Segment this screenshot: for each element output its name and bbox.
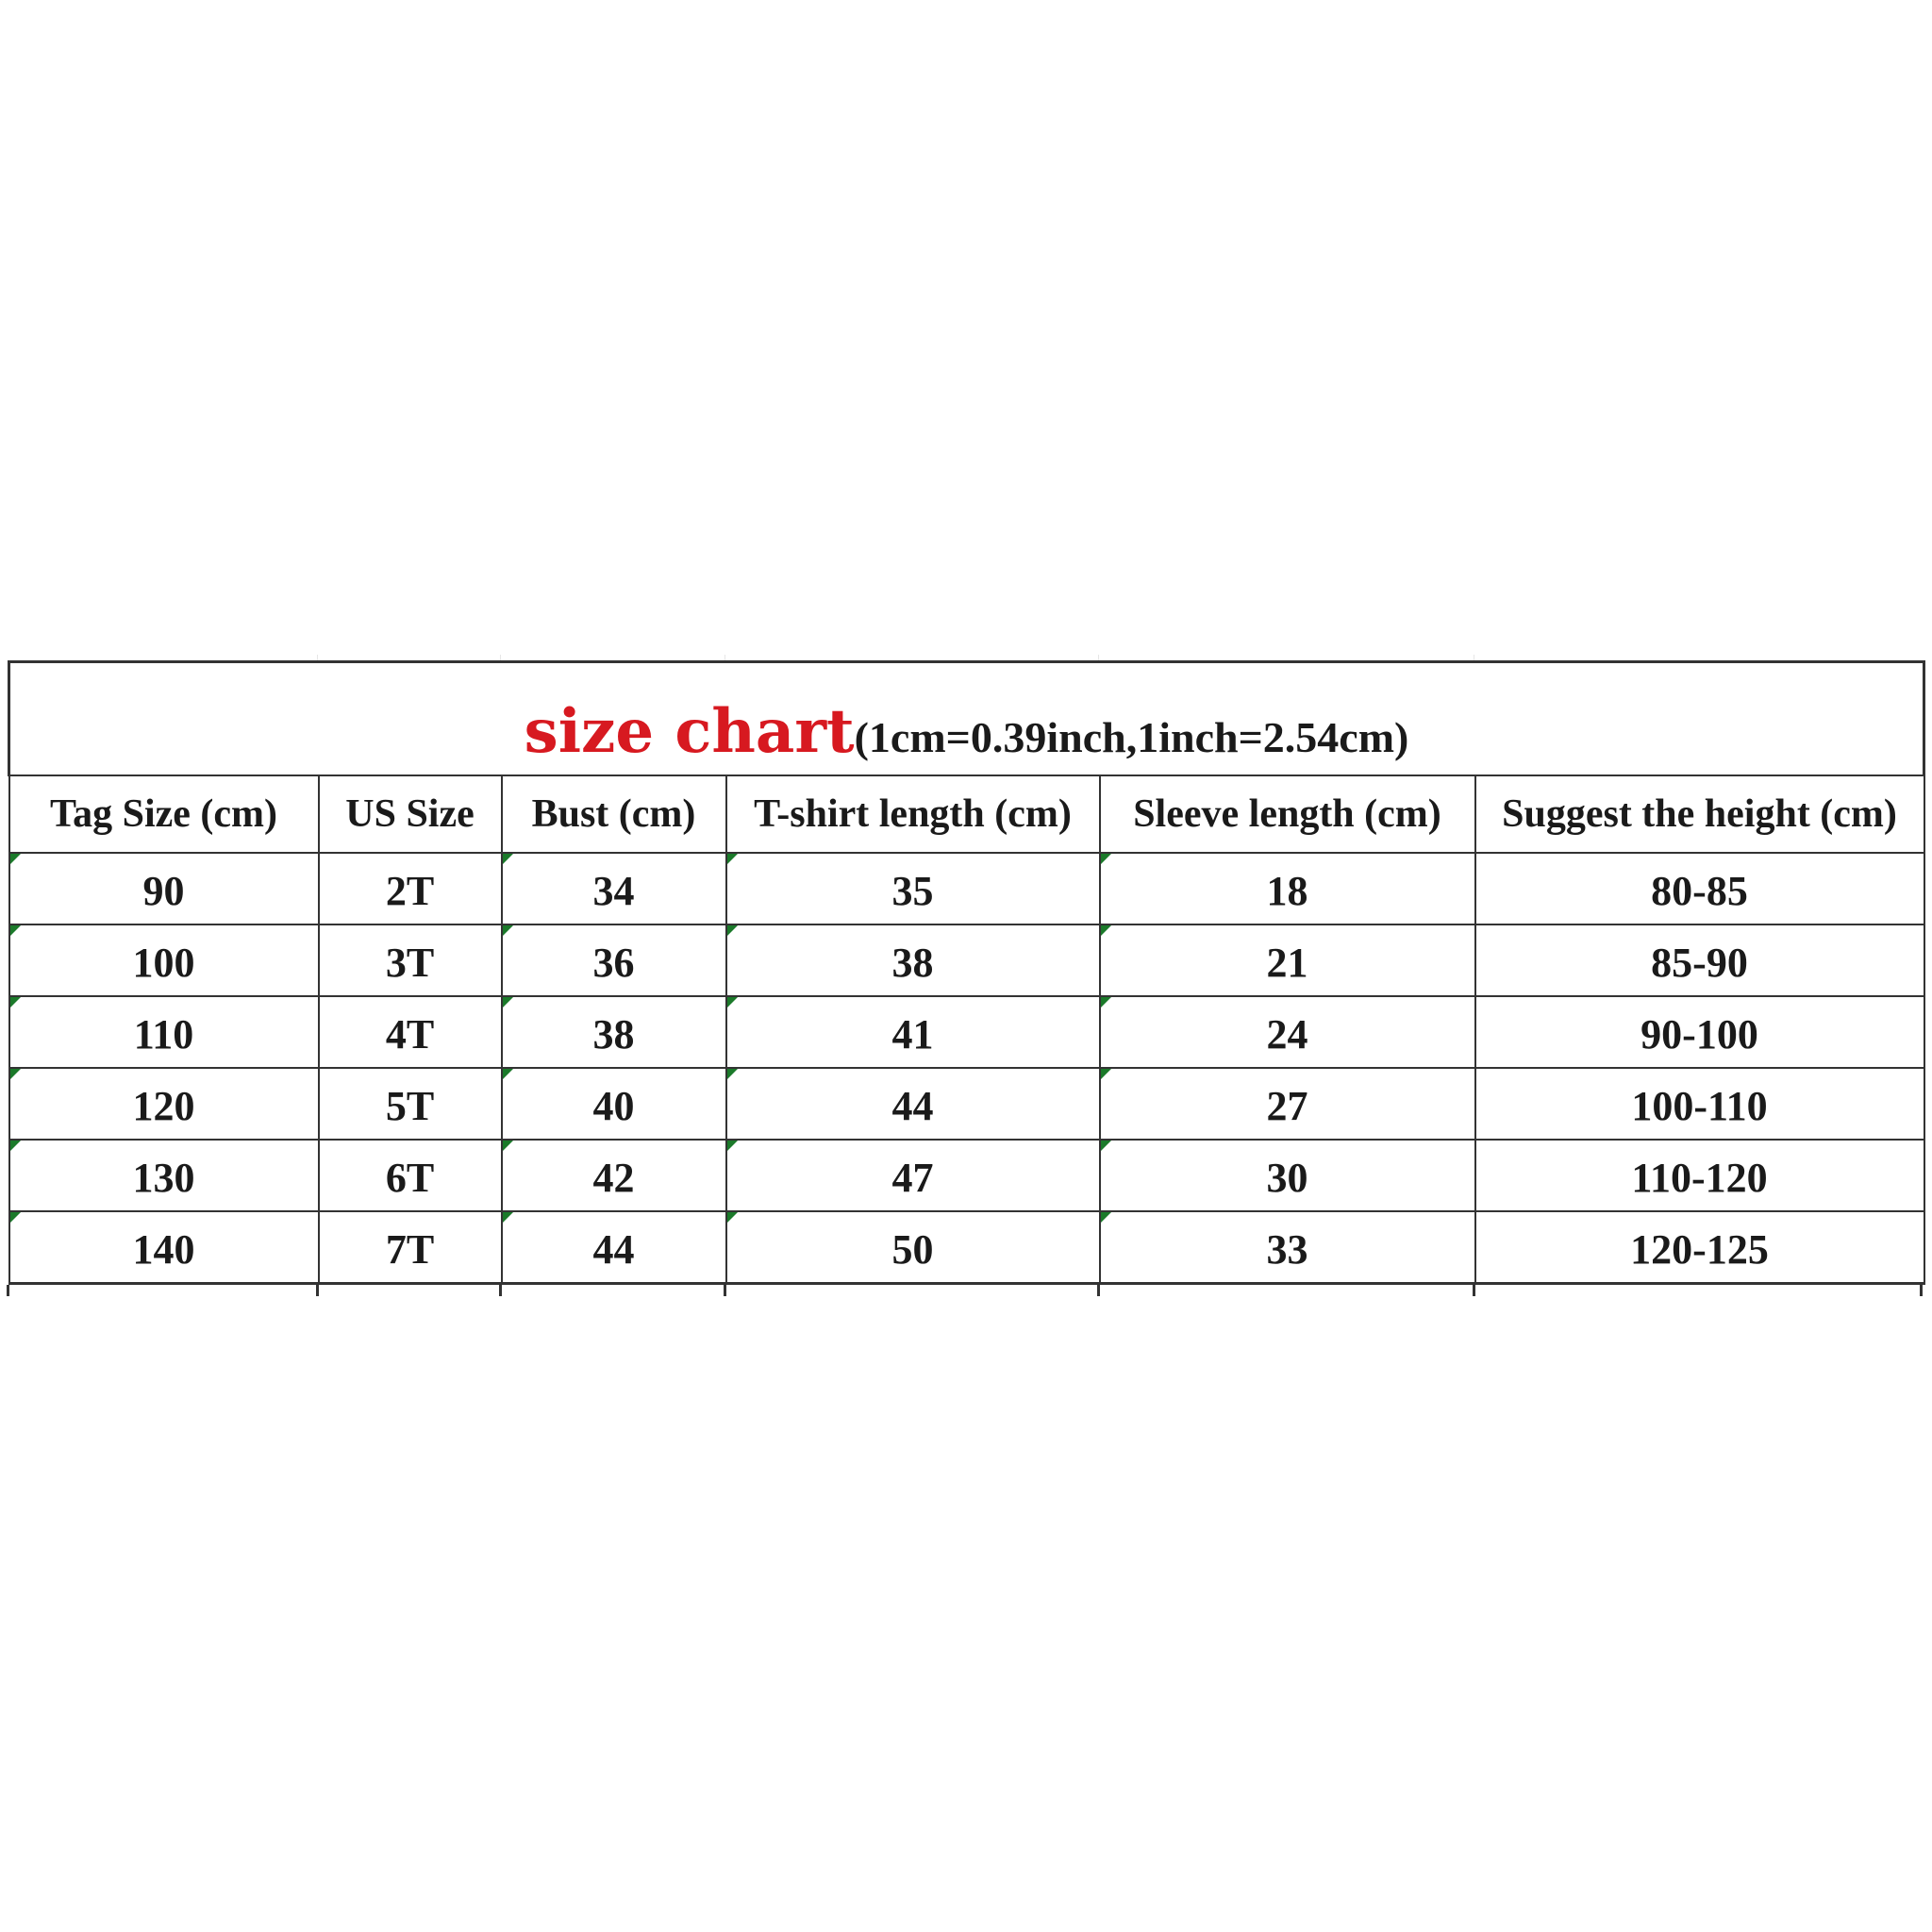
grid-tail — [7, 1285, 9, 1296]
table-row — [9, 996, 1924, 1068]
cell-suggested-height — [1475, 996, 1924, 1068]
cell-value: 110-120 — [1631, 1154, 1768, 1201]
cell-sleeve-length — [1100, 1068, 1475, 1140]
cell-note-marker — [10, 997, 21, 1008]
cell-value: 85-90 — [1651, 939, 1748, 986]
cell-bust — [502, 924, 726, 996]
cell-value: 50 — [891, 1225, 934, 1273]
cell-sleeve-length — [1100, 1211, 1475, 1284]
cell-note-marker — [727, 1141, 738, 1151]
cell-value: 24 — [1266, 1010, 1308, 1058]
table-row — [9, 1068, 1924, 1140]
cell-value: 47 — [891, 1154, 934, 1201]
cell-suggested-height — [1475, 1068, 1924, 1140]
cell-note-marker — [503, 1141, 513, 1151]
cell-value: 120 — [132, 1082, 195, 1129]
cell-sleeve-length — [1100, 996, 1475, 1068]
cell-value: 40 — [592, 1082, 635, 1129]
table-row — [9, 924, 1924, 996]
cell-note-marker — [503, 1212, 513, 1223]
cell-note-marker — [727, 997, 738, 1008]
cell-value: 38 — [592, 1010, 635, 1058]
header-tag-size: Tag Size (cm) — [9, 775, 319, 853]
cell-us-size — [319, 1068, 502, 1140]
chart-title — [9, 662, 1924, 776]
cell-suggested-height — [1475, 1211, 1924, 1284]
cell-note-marker — [10, 1069, 21, 1079]
cell-value: 33 — [1266, 1225, 1308, 1273]
cell-tshirt-length — [726, 853, 1100, 924]
cell-value: 44 — [592, 1225, 635, 1273]
cell-note-marker — [727, 1069, 738, 1079]
cell-tshirt-length — [726, 1140, 1100, 1211]
cell-bust — [502, 853, 726, 924]
cell-value: 21 — [1266, 939, 1308, 986]
grid-tail — [316, 1285, 319, 1296]
cell-tag-size — [9, 1068, 319, 1140]
cell-value: 120-125 — [1630, 1225, 1769, 1273]
cell-value: 130 — [132, 1154, 195, 1201]
cell-note-marker — [10, 1141, 21, 1151]
cell-tshirt-length — [726, 1068, 1100, 1140]
cell-tshirt-length — [726, 996, 1100, 1068]
cell-us-size — [319, 1140, 502, 1211]
size-chart-sheet — [8, 660, 1923, 1285]
cell-suggested-height — [1475, 853, 1924, 924]
cell-value: 6T — [385, 1154, 435, 1201]
cell-tag-size — [9, 924, 319, 996]
cell-note-marker — [727, 854, 738, 864]
cell-value: 38 — [891, 939, 934, 986]
table-row — [9, 1211, 1924, 1284]
cell-value: 42 — [592, 1154, 635, 1201]
cell-sleeve-length — [1100, 1140, 1475, 1211]
header-suggested-height: Suggest the height (cm) — [1475, 775, 1924, 853]
grid-tail — [1097, 1285, 1100, 1296]
cell-note-marker — [10, 925, 21, 936]
cell-value: 35 — [891, 867, 934, 914]
cell-note-marker — [10, 854, 21, 864]
cell-note-marker — [1101, 1212, 1111, 1223]
cell-value: 3T — [385, 939, 435, 986]
cell-suggested-height — [1475, 1140, 1924, 1211]
cell-us-size — [319, 1211, 502, 1284]
cell-value: 30 — [1266, 1154, 1308, 1201]
cell-note-marker — [1101, 1069, 1111, 1079]
cell-value: 41 — [891, 1010, 934, 1058]
cell-value: 5T — [385, 1082, 435, 1129]
cell-note-marker — [1101, 1141, 1111, 1151]
cell-note-marker — [10, 1212, 21, 1223]
cell-value: 36 — [592, 939, 635, 986]
cell-us-size — [319, 853, 502, 924]
cell-note-marker — [1101, 854, 1111, 864]
grid-tail — [499, 1285, 502, 1296]
cell-value: 27 — [1266, 1082, 1308, 1129]
cell-suggested-height — [1475, 924, 1924, 996]
cell-value: 2T — [385, 867, 435, 914]
cell-tshirt-length — [726, 1211, 1100, 1284]
chart-title-main: size chart — [524, 696, 855, 767]
size-rows — [9, 853, 1924, 1284]
cell-note-marker — [1101, 997, 1111, 1008]
cell-value: 110 — [133, 1010, 194, 1058]
cell-tag-size — [9, 1211, 319, 1284]
cell-note-marker — [1101, 925, 1111, 936]
header-bust: Bust (cm) — [502, 775, 726, 853]
table-row — [9, 853, 1924, 924]
cell-value: 100-110 — [1631, 1082, 1768, 1129]
cell-value: 34 — [592, 867, 635, 914]
cell-tag-size — [9, 996, 319, 1068]
cell-note-marker — [503, 854, 513, 864]
cell-value: 7T — [385, 1225, 435, 1273]
cell-value: 4T — [385, 1010, 435, 1058]
cell-value: 80-85 — [1651, 867, 1748, 914]
cell-bust — [502, 1211, 726, 1284]
cell-bust — [502, 996, 726, 1068]
grid-tail — [1920, 1285, 1923, 1296]
table-row — [9, 1140, 1924, 1211]
cell-bust — [502, 1140, 726, 1211]
header-us-size: US Size — [319, 775, 502, 853]
cell-value: 100 — [132, 939, 195, 986]
unit-conversion-note: (1cm=0.39inch,1inch=2.54cm) — [854, 713, 1409, 761]
size-chart-table — [8, 660, 1925, 1285]
cell-bust — [502, 1068, 726, 1140]
cell-tag-size — [9, 853, 319, 924]
cell-value: 90-100 — [1641, 1010, 1758, 1058]
header-tshirt-length: T-shirt length (cm) — [726, 775, 1100, 853]
cell-tag-size — [9, 1140, 319, 1211]
cell-note-marker — [503, 1069, 513, 1079]
cell-us-size — [319, 996, 502, 1068]
cell-sleeve-length — [1100, 853, 1475, 924]
cell-note-marker — [727, 1212, 738, 1223]
cell-value: 90 — [142, 867, 185, 914]
grid-tail — [724, 1285, 726, 1296]
grid-tail — [1473, 1285, 1475, 1296]
cell-us-size — [319, 924, 502, 996]
cell-value: 18 — [1266, 867, 1308, 914]
header-row — [9, 775, 1924, 853]
header-sleeve-length: Sleeve length (cm) — [1100, 775, 1475, 853]
cell-note-marker — [503, 925, 513, 936]
cell-note-marker — [727, 925, 738, 936]
cell-note-marker — [503, 997, 513, 1008]
cell-tshirt-length — [726, 924, 1100, 996]
cell-value: 140 — [132, 1225, 195, 1273]
cell-value: 44 — [891, 1082, 934, 1129]
cell-sleeve-length — [1100, 924, 1475, 996]
